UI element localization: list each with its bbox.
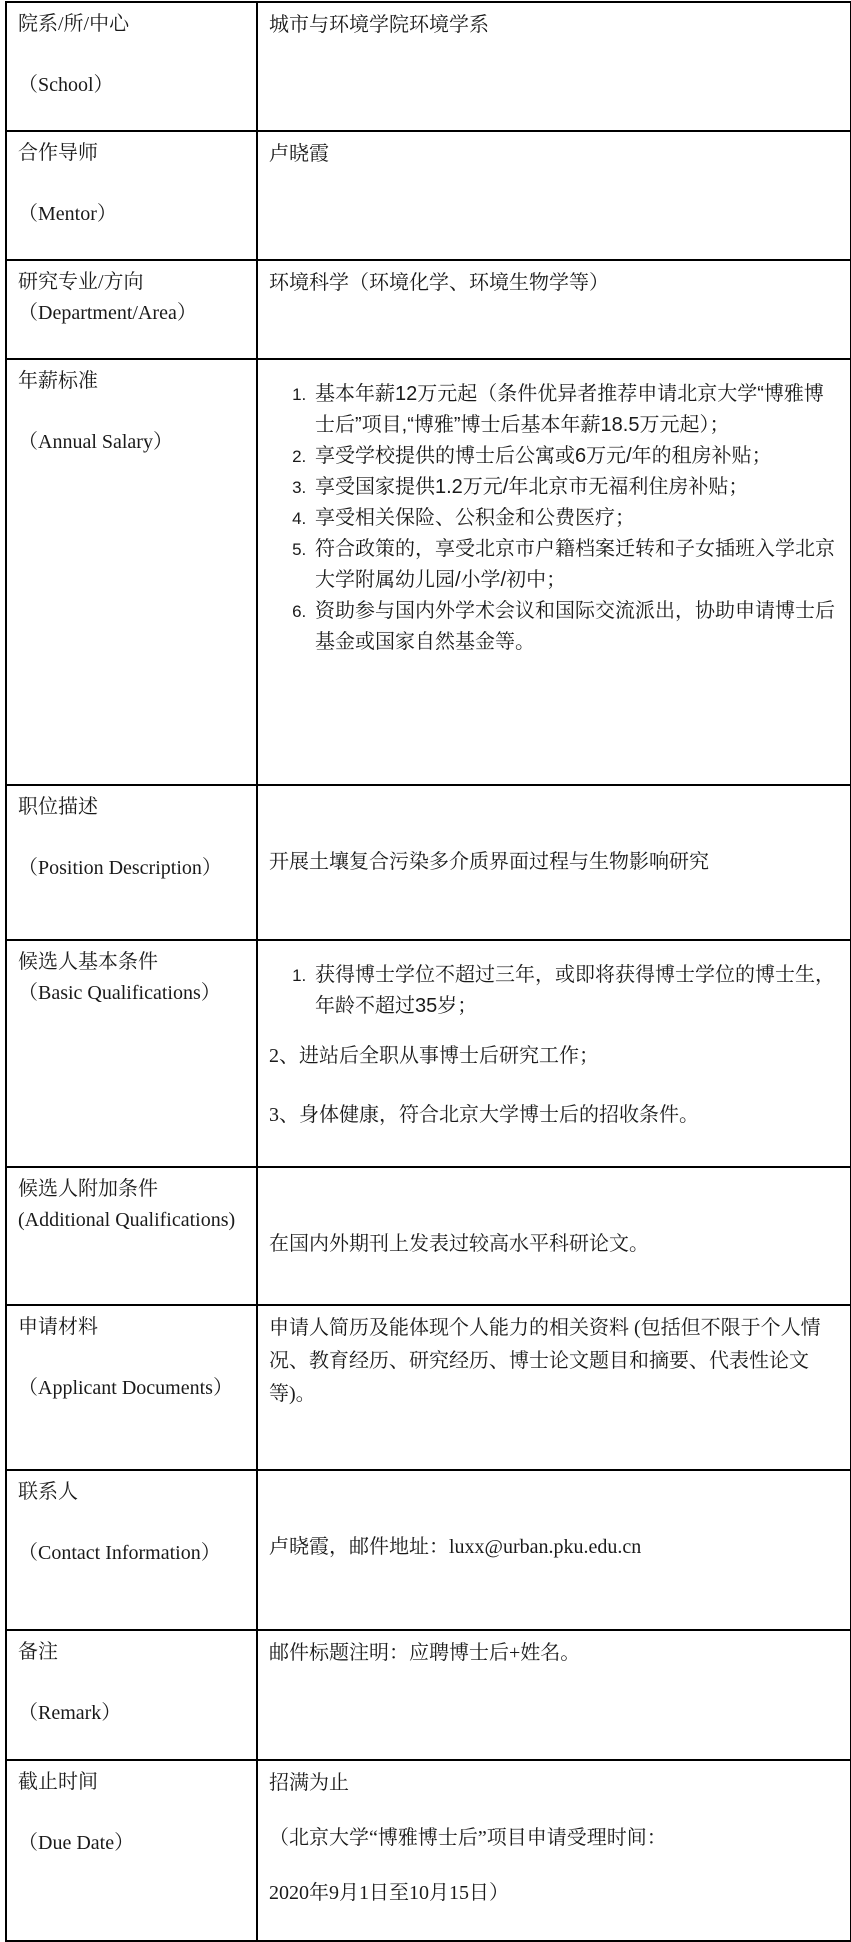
value-cell xyxy=(257,1470,851,1630)
label-cell xyxy=(6,260,257,359)
value-cell xyxy=(257,1167,851,1305)
value-cell xyxy=(257,1305,851,1470)
label-en: （Annual Salary） xyxy=(18,431,173,453)
list-item: 5. 符合政策的，享受北京市户籍档案迁转和子女插班入学北京大学附属幼儿园/小学/初中； xyxy=(311,534,842,596)
label-zh: 年薪标准 xyxy=(18,370,98,392)
additional-value: 在国内外期刊上发表过较高水平科研论文。 xyxy=(269,1233,649,1255)
qualification-line-2: 2、进站后全职从事博士后研究工作； xyxy=(269,1045,599,1067)
label-en: （School） xyxy=(18,74,114,96)
label-zh: 候选人基本条件 xyxy=(18,951,158,973)
label-en: （Applicant Documents） xyxy=(18,1377,233,1399)
row-remark xyxy=(6,1630,851,1760)
label-zh: 候选人附加条件 xyxy=(18,1178,158,1200)
label-zh: 联系人 xyxy=(18,1481,78,1503)
row-mentor xyxy=(6,131,851,260)
label-cell xyxy=(6,940,257,1167)
documents-value: 申请人简历及能体现个人能力的相关资料 (包括但不限于个人情况、教育经历、研究经历、博士论文题目和摘要、代表性论文等)。 xyxy=(269,1317,821,1405)
recruitment-table xyxy=(5,1,851,1942)
label-cell xyxy=(6,1470,257,1630)
label-zh: 申请材料 xyxy=(18,1316,98,1338)
department-value: 环境科学（环境化学、环境生物学等） xyxy=(269,272,609,294)
value-cell xyxy=(257,2,851,131)
list-item: 6. 资助参与国内外学术会议和国际交流派出，协助申请博士后基金或国家自然基金等。 xyxy=(311,596,842,658)
label-cell xyxy=(6,1305,257,1470)
due-date-line-2: （北京大学“博雅博士后”项目申请受理时间： xyxy=(269,1827,667,1849)
row-applicant-documents xyxy=(6,1305,851,1470)
value-cell xyxy=(257,131,851,260)
basic-qualifications-list xyxy=(269,960,842,1022)
row-school xyxy=(6,2,851,131)
list-item: 1. 基本年薪12万元起（条件优异者推荐申请北京大学“博雅博士后”项目,“博雅”博士后基本年薪18.5万元起）； xyxy=(311,379,842,441)
list-item: 2. 享受学校提供的博士后公寓或6万元/年的租房补贴； xyxy=(311,441,842,472)
row-annual-salary xyxy=(6,359,851,785)
label-cell xyxy=(6,1760,257,1941)
value-cell xyxy=(257,785,851,940)
due-date-line-3: 2020年9月1日至10月15日） xyxy=(269,1882,509,1904)
value-cell xyxy=(257,940,851,1167)
label-cell xyxy=(6,2,257,131)
row-due-date xyxy=(6,1760,851,1941)
value-cell xyxy=(257,1630,851,1760)
list-item: 4. 享受相关保险、公积金和公费医疗； xyxy=(311,503,842,534)
value-cell xyxy=(257,359,851,785)
salary-list xyxy=(269,379,842,658)
remark-value: 邮件标题注明：应聘博士后+姓名。 xyxy=(269,1642,581,1664)
row-department xyxy=(6,260,851,359)
label-cell xyxy=(6,785,257,940)
mentor-value: 卢晓霞 xyxy=(269,143,329,165)
label-cell xyxy=(6,131,257,260)
label-zh: 职位描述 xyxy=(18,796,98,818)
position-value: 开展土壤复合污染多介质界面过程与生物影响研究 xyxy=(269,851,709,873)
row-basic-qualifications xyxy=(6,940,851,1167)
label-zh: 合作导师 xyxy=(18,142,98,164)
label-zh: 研究专业/方向 xyxy=(18,271,144,293)
list-item: 1. 获得博士学位不超过三年，或即将获得博士学位的博士生，年龄不超过35岁； xyxy=(311,960,842,1022)
label-en: （Contact Information） xyxy=(18,1542,221,1564)
contact-value: 卢晓霞，邮件地址：luxx@urban.pku.edu.cn xyxy=(269,1536,642,1558)
label-en: （Due Date） xyxy=(18,1832,135,1854)
label-en: （Basic Qualifications） xyxy=(18,982,221,1004)
list-item: 3. 享受国家提供1.2万元/年北京市无福利住房补贴； xyxy=(311,472,842,503)
school-value: 城市与环境学院环境学系 xyxy=(269,14,489,36)
label-cell xyxy=(6,1167,257,1305)
label-en: （Position Description） xyxy=(18,857,222,879)
qualification-line-3: 3、身体健康，符合北京大学博士后的招收条件。 xyxy=(269,1104,699,1126)
label-cell xyxy=(6,359,257,785)
row-contact-information xyxy=(6,1470,851,1630)
label-en: (Additional Qualifications) xyxy=(18,1209,236,1231)
value-cell xyxy=(257,1760,851,1941)
label-cell xyxy=(6,1630,257,1760)
label-zh: 备注 xyxy=(18,1641,58,1663)
due-date-line-1: 招满为止 xyxy=(269,1772,349,1794)
label-zh: 截止时间 xyxy=(18,1771,98,1793)
label-en: （Mentor） xyxy=(18,203,117,225)
value-cell xyxy=(257,260,851,359)
label-en: （Remark） xyxy=(18,1702,122,1724)
label-en: （Department/Area） xyxy=(18,302,197,324)
row-position-description xyxy=(6,785,851,940)
label-zh: 院系/所/中心 xyxy=(18,13,130,35)
row-additional-qualifications xyxy=(6,1167,851,1305)
